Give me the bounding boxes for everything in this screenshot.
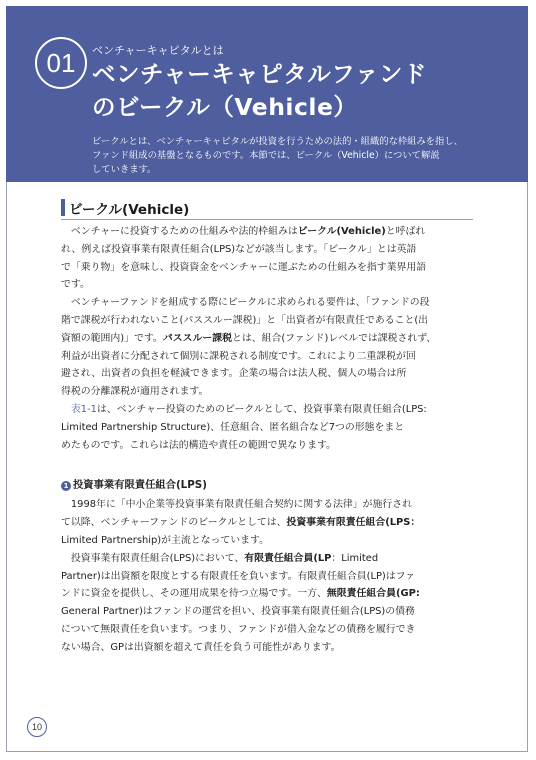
paragraph-line: General Partner)はファンドの運営を担い、投資事業有限責任組合(LPS)の債務 (61, 606, 415, 618)
paragraph-line: で「乗り物」を意味し、投資資金をベンチャーに運ぶための仕組みを指す業界用語 (61, 261, 427, 273)
paragraph-line: です。 (61, 279, 90, 291)
paragraph-line: 避され、出資者の負担を軽減できます。企業の場合は法人税、個人の場合は所 (61, 368, 407, 380)
lead-line: していきます。 (92, 164, 157, 176)
section-marker (61, 199, 65, 216)
paragraph-line: Limited Partnership)が主流となっています。 (61, 534, 269, 546)
paragraph-line: 利益が出資者に分配されて個別に課税される制度です。これにより二重課税が回 (61, 350, 416, 362)
subsection-title: 投資事業有限責任組合(LPS) (73, 479, 207, 492)
paragraph-line: Limited Partnership Structure)、任意組合、匿名組合など7つの形態をまと (61, 421, 405, 433)
paragraph-line: について無限責任を負います。つまり、ファンドが借入金などの債務を履行でき (61, 623, 416, 635)
paragraph-line: ない場合、GPは出資額を超えて責任を負う可能性があります。 (61, 641, 341, 653)
paragraph-line: 得税の分離課税が適用されます。 (61, 386, 209, 398)
section-heading (61, 197, 473, 220)
paragraph-line: れ、例えば投資事業有限責任組合(LPS)などが該当します。「ビークル」とは英語 (61, 243, 417, 255)
chapter-header (6, 6, 528, 182)
section-title: ビークル(Vehicle) (69, 202, 190, 218)
table-reference-link[interactable]: 表1-1 (70, 403, 97, 415)
paragraph-line: 階で課税が行われないこと(パススルー課税)」と「出資者が有限責任であること(出 (61, 314, 429, 326)
paragraph-line: ベンチャーに投資するための仕組みや法的枠組みはビークル(Vehicle)と呼ばれ (70, 226, 426, 237)
paragraph-line: 1998年に「中小企業等投資事業有限責任組合契約に関する法律」が施行され (70, 499, 413, 511)
paragraph-line: Partner)は出資額を限度とする有限責任を負います。有限責任組合員(LP)はファ (61, 570, 416, 582)
paragraph-line: 資額の範囲内)」です。パススルー課税とは、組合(ファンド)レベルでは課税されず、 (61, 332, 437, 344)
lead-text (92, 135, 492, 178)
paragraph-line: 表1-1は、ベンチャー投資のためのビークルとして、投資事業有限責任組合(LPS: (70, 403, 427, 415)
paragraph-line: めたものです。これらは法的構造や責任の範囲で異なります。 (61, 439, 336, 451)
paragraph-line: て以降、ベンチャーファンドのビークルとしては、投資事業有限責任組合(LPS： (61, 517, 421, 529)
numbered-bullet-icon: 1 (61, 481, 71, 491)
paragraph-line: ベンチャーファンドを組成する際にビークルに求められる要件は、「ファンドの段 (70, 297, 430, 309)
page-title-line: のビークル（Vehicle） (92, 93, 358, 121)
page-number: 10 (27, 717, 47, 737)
chapter-title: ベンチャーキャピタルとは (92, 44, 224, 57)
chapter-number-badge: 01 (35, 37, 87, 89)
body-text (61, 223, 481, 657)
paragraph-line: ンドに資金を提供し、その運用成果を待つ立場です。一方、無限責任組合員(GP: (61, 588, 420, 600)
page-title (92, 58, 512, 124)
page-title-line: ベンチャーキャピタルファンド (92, 60, 427, 88)
lead-line: ビークルとは、ベンチャーキャピタルが投資を行うための法的・組織的な枠組みを指し、 (92, 136, 463, 147)
lead-line: ファンド組成の基盤となるものです。本節では、ビークル（Vehicle）について解説 (92, 150, 440, 162)
paragraph-line: 投資事業有限責任組合(LPS)において、有限責任組合員(LP：Limited (70, 552, 379, 564)
subsection-heading (61, 476, 481, 496)
